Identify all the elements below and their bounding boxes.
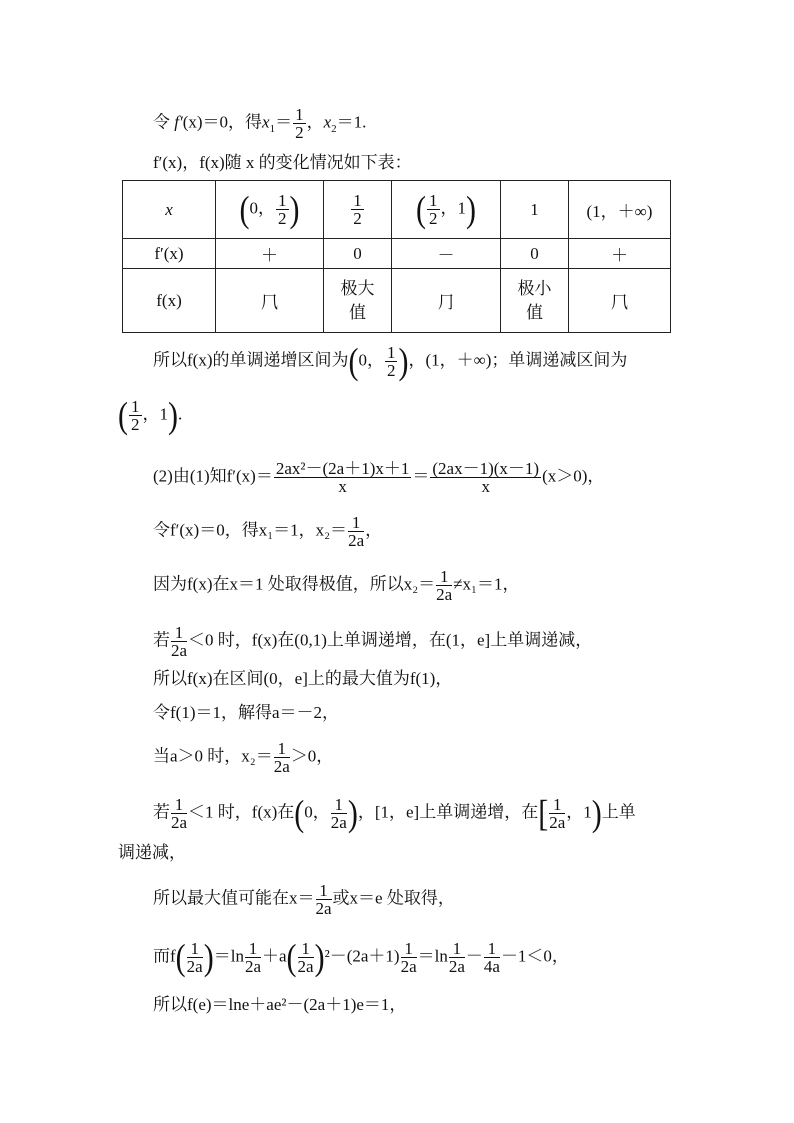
text: － (465, 946, 483, 966)
text: －1＜0， (500, 946, 569, 966)
table-cell: － (392, 239, 501, 269)
line-2: f′(x)，f(x)随 x 的变化情况如下表： (153, 153, 412, 172)
text: ≠x₁＝1， (453, 574, 520, 594)
text: 当a＞0 时，x₂＝ (153, 746, 273, 766)
table-row (123, 181, 671, 239)
numerator: 1 (274, 740, 290, 758)
text: f′ (174, 112, 183, 132)
table-cell: ⺇ (569, 269, 671, 333)
text: ，1 (142, 404, 168, 424)
para-3 (153, 514, 382, 549)
table-cell: f′(x) (123, 239, 216, 269)
para-5 (153, 624, 592, 659)
denominator: x (481, 477, 490, 496)
text: ＝ln (213, 946, 244, 966)
variation-table (122, 180, 671, 333)
table-cell: 0 (501, 239, 569, 269)
denominator: 2a (273, 757, 290, 776)
table-cell (324, 269, 392, 333)
text: . (178, 404, 183, 424)
numerator: 1 (278, 191, 287, 210)
para-1b: ( $\frac{1}{2}$ ，1). (118, 394, 183, 436)
numerator: 1 (298, 940, 314, 958)
table-row (123, 239, 671, 269)
table-cell: 1 (501, 181, 569, 239)
text: ＝ (275, 112, 293, 132)
numerator: 1 (353, 191, 362, 210)
numerator: 1 (331, 796, 347, 814)
numerator: 2ax²－(2a＋1)x＋1 (275, 459, 410, 478)
table-cell: ＋ (216, 239, 324, 269)
text: (2)由(1)知f′(x)＝ (153, 466, 273, 486)
numerator: 1 (484, 940, 500, 958)
text: ，1 (566, 802, 592, 822)
text: 值 (349, 302, 366, 322)
numerator: 1 (348, 514, 364, 532)
denominator: 2a (436, 585, 453, 604)
text: ²－(2a＋1) (324, 946, 400, 966)
text: x (165, 199, 173, 219)
table-cell: 0 (324, 239, 392, 269)
text: 因为f(x)在x＝1 处取得极值，所以x₂＝ (153, 574, 436, 594)
para-12: 所以f(e)＝lne＋ae²－(2a＋1)e＝1， (153, 995, 407, 1014)
text: ，[1，e]上单调递增，在 (357, 802, 539, 822)
denominator: 2a (244, 957, 261, 976)
text: 2 (331, 122, 337, 135)
table-cell (501, 269, 569, 333)
text: ，(1，＋∞)；单调递减区间为 (408, 350, 628, 370)
para-8 (153, 740, 333, 775)
numerator: 1 (449, 940, 465, 958)
para-9: 若 $\frac{1}{2a}$ ＜1 时，f(x)在(0， $\frac{1}{2a}$ )，[1，e]上单调递增，在[ $\frac{1}{2a}$ ，1)上单 (153, 792, 636, 834)
fraction (293, 106, 306, 141)
text: 所以最大值可能在x＝ (153, 888, 315, 908)
denominator: 2a (330, 813, 347, 832)
text: ＝ln (417, 946, 448, 966)
para-7: 令f(1)＝1，解得a＝－2， (153, 703, 340, 722)
denominator: 2a (348, 531, 365, 550)
numerator: 1 (187, 940, 203, 958)
numerator: 1 (429, 191, 438, 210)
text: 上单 (601, 802, 636, 822)
para-6: 所以f(x)在区间(0，e]上的最大值为f(1)， (153, 669, 453, 688)
denominator: 2a (171, 641, 188, 660)
text: ， (365, 520, 383, 540)
table-cell: (0， $\frac{1}{2}$ ) (216, 181, 324, 239)
text: 若 (153, 802, 170, 822)
text: 极小 (517, 278, 552, 298)
numerator: (2ax－1)(x－1) (432, 459, 540, 478)
para-1: 所以f(x)的单调递增区间为(0， $\frac{1}{2}$ )，(1，＋∞)；单调递减区间为 (153, 340, 628, 382)
denominator: 2a (315, 899, 332, 918)
text: 若 (153, 630, 170, 650)
denominator: 2a (400, 957, 417, 976)
text: (x＞0)， (542, 466, 605, 486)
denominator: 2 (295, 123, 304, 142)
numerator: 1 (295, 105, 304, 124)
numerator: 1 (316, 882, 332, 900)
denominator: 2 (386, 361, 396, 380)
denominator: 2a (171, 813, 188, 832)
denominator: x (338, 477, 347, 496)
denominator: 2 (353, 209, 362, 228)
numerator: 1 (549, 796, 565, 814)
text: 极大 (340, 278, 375, 298)
text: x (323, 112, 332, 132)
table-cell: ⺆ (392, 269, 501, 333)
numerator: 1 (131, 397, 140, 416)
table-cell: ⺇ (216, 269, 324, 333)
denominator: 2 (429, 209, 438, 228)
numerator: 1 (436, 568, 452, 586)
text: 0， (249, 198, 275, 218)
denominator: 2 (131, 415, 140, 434)
table-row (123, 269, 671, 333)
table-cell: f(x) (123, 269, 216, 333)
text: 值 (526, 302, 543, 322)
table-cell (123, 181, 216, 239)
numerator: 1 (245, 940, 261, 958)
para-9b: 调递减， (118, 843, 186, 862)
text: (x)＝0，得 (182, 112, 263, 132)
denominator: 2a (186, 957, 203, 976)
text: 0， (358, 350, 384, 370)
denominator: 4a (483, 957, 500, 976)
denominator: 2a (448, 957, 465, 976)
text: 1 (269, 122, 276, 135)
numerator: 1 (171, 796, 187, 814)
text: ＝ (412, 466, 430, 486)
text: 令 (153, 112, 170, 132)
text: x (262, 112, 270, 132)
text: 或x＝e 处取得， (332, 888, 455, 908)
text: ， (306, 112, 324, 132)
numerator: 1 (171, 624, 187, 642)
denominator: 2a (549, 813, 566, 832)
text: ＜0 时，f(x)在(0,1)上单调递增，在(1，e]上单调递减， (188, 630, 593, 650)
para-10 (153, 882, 455, 917)
text: ＋a (262, 946, 287, 966)
denominator: 2a (297, 957, 314, 976)
text: ＜1 时，f(x)在 (188, 802, 295, 822)
numerator: 1 (386, 343, 396, 362)
text: 所以f(x)的单调递增区间为 (153, 350, 349, 370)
table-cell: (1，＋∞) (569, 181, 671, 239)
line-1 (153, 106, 366, 141)
table-cell (324, 181, 392, 239)
numerator: 1 (401, 940, 417, 958)
table-cell: ＋ (569, 239, 671, 269)
denominator: 2 (278, 209, 287, 228)
text: 令f′(x)＝0，得x₁＝1，x₂＝ (153, 520, 348, 540)
para-4 (153, 568, 519, 603)
para-2 (153, 460, 604, 495)
text: ＝1. (336, 112, 367, 132)
text: ，1 (440, 198, 466, 218)
para-11: 而f( $\frac{1}{2a}$ )＝ln $\frac{1}{2a}$ ＋a( $\frac{1}{2a}$ )²－(2a＋1) $\frac{1}{2a}$ ＝ln $\frac{1}{2a}$ － $\frac{1}{4a}$ －1＜0， (153, 936, 569, 978)
text: ＞0， (290, 746, 334, 766)
table-cell: ( $\frac{1}{2}$ ，1) (392, 181, 501, 239)
text: 而f (153, 946, 176, 966)
text: 0， (304, 802, 330, 822)
